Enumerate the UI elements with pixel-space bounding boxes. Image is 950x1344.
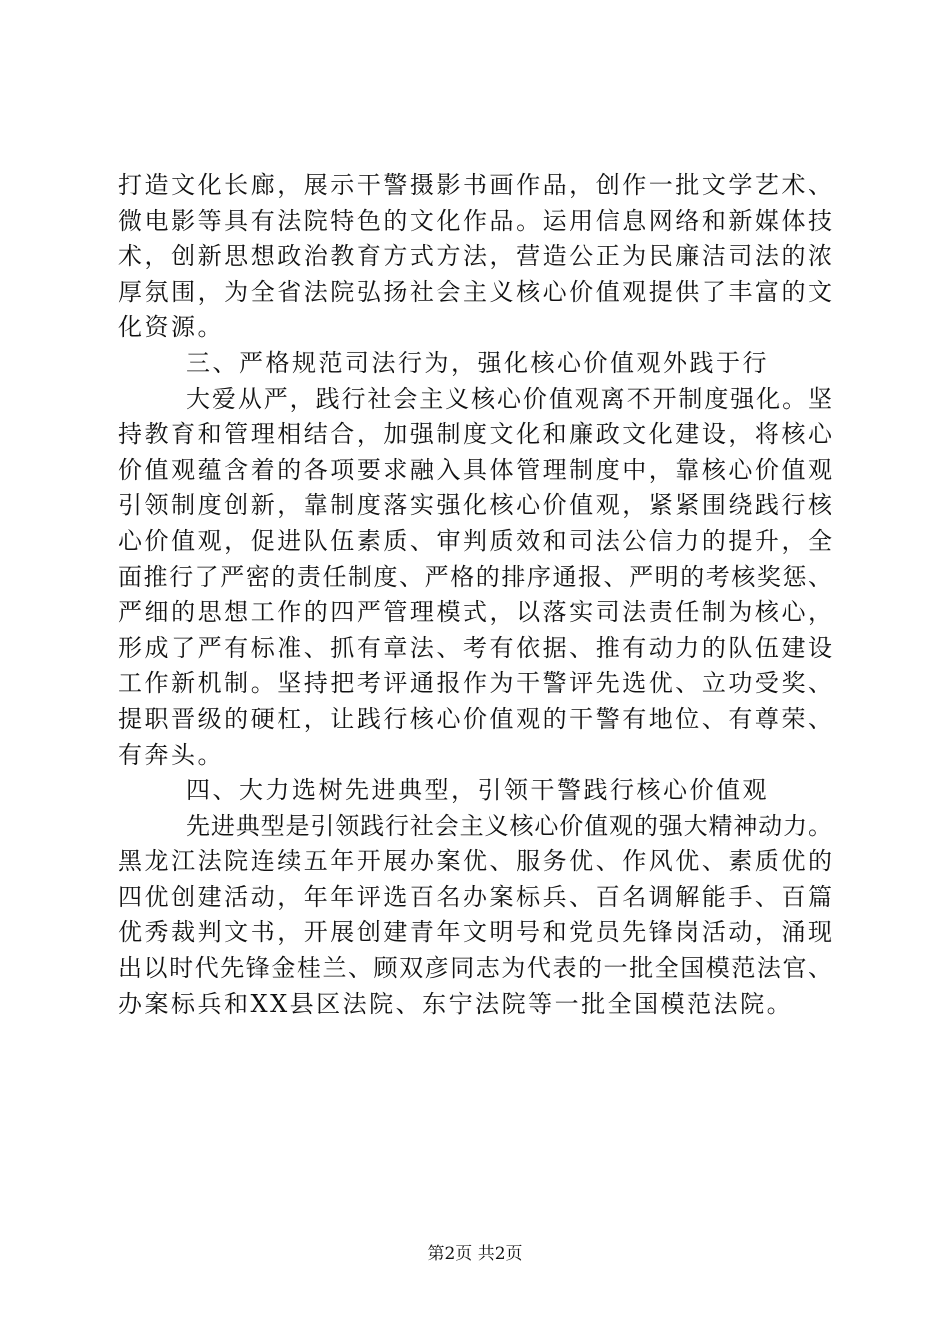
text-line: 心价值观，促进队伍素质、审判质效和司法公信力的提升，全	[118, 526, 832, 555]
text-line: 严细的思想工作的四严管理模式，以落实司法责任制为核心，	[118, 598, 832, 627]
text-line: 引领制度创新，靠制度落实强化核心价值观，紧紧围绕践行核	[118, 491, 832, 520]
page-footer: 第2页 共2页	[427, 1244, 523, 1264]
text-line: 价值观蕴含着的各项要求融入具体管理制度中，靠核心价值观	[118, 455, 832, 484]
text-line: 打造文化长廊，展示干警摄影书画作品，创作一批文学艺术、	[118, 171, 832, 199]
text-line: 化资源。	[118, 313, 224, 342]
text-line: 微电影等具有法院特色的文化作品。运用信息网络和新媒体技	[118, 206, 832, 235]
text-line: 先进典型是引领践行社会主义核心价值观的强大精神动力。	[186, 811, 832, 840]
text-line: 优秀裁判文书，开展创建青年文明号和党员先锋岗活动，涌现	[118, 918, 832, 947]
text-line: 黑龙江法院连续五年开展办案优、服务优、作风优、素质优的	[118, 847, 832, 876]
text-line: 工作新机制。坚持把考评通报作为干警评先选优、立功受奖、	[118, 669, 832, 698]
text-line: 大爱从严，践行社会主义核心价值观离不开制度强化。坚	[186, 384, 832, 413]
text-line: 三、严格规范司法行为，强化核心价值观外践于行	[186, 348, 769, 377]
document-body	[118, 168, 832, 1022]
text-line: 四、大力选树先进典型，引领干警践行核心价值观	[186, 776, 769, 805]
text-line: 形成了严有标准、抓有章法、考有依据、推有动力的队伍建设	[118, 633, 832, 662]
text-line: 面推行了严密的责任制度、严格的排序通报、严明的考核奖惩、	[118, 562, 832, 591]
text-line: 提职晋级的硬杠，让践行核心价值观的干警有地位、有尊荣、	[118, 704, 832, 733]
text-line: 有奔头。	[118, 740, 224, 769]
text-line: 办案标兵和XX县区法院、东宁法院等一批全国模范法院。	[118, 989, 794, 1018]
text-line: 出以时代先锋金桂兰、顾双彦同志为代表的一批全国模范法官、	[118, 954, 832, 983]
text-line: 术，创新思想政治教育方式方法，营造公正为民廉洁司法的浓	[118, 242, 832, 271]
text-line: 厚氛围，为全省法院弘扬社会主义核心价值观提供了丰富的文	[118, 277, 832, 306]
text-line: 持教育和管理相结合，加强制度文化和廉政文化建设，将核心	[118, 420, 832, 449]
text-line: 四优创建活动，年年评选百名办案标兵、百名调解能手、百篇	[118, 882, 832, 911]
